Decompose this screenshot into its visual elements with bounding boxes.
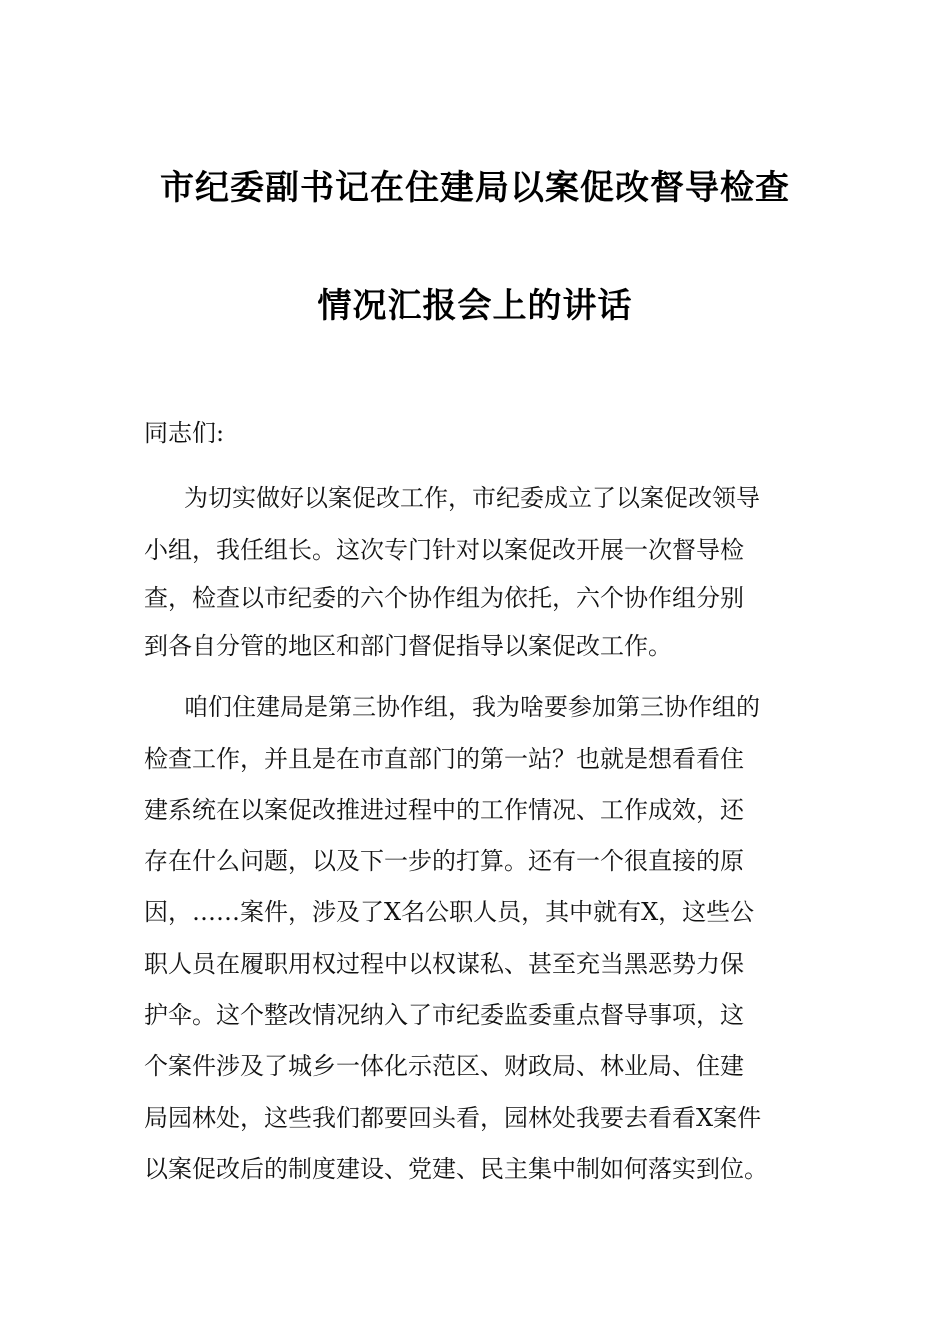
paragraph-line: 个案件涉及了城乡一体化示范区、财政局、林业局、住建 bbox=[144, 1052, 744, 1080]
paragraph-line: 检查工作，并且是在市直部门的第一站？也就是想看看住 bbox=[144, 745, 744, 773]
paragraph-line: 到各自分管的地区和部门督促指导以案促改工作。 bbox=[144, 632, 672, 660]
paragraph-line: 存在什么问题，以及下一步的打算。还有一个很直接的原 bbox=[144, 847, 744, 875]
paragraph-line: 为切实做好以案促改工作，市纪委成立了以案促改领导 bbox=[184, 484, 760, 512]
paragraph-line: 局园林处，这些我们都要回头看，园林处我要去看看X案件 bbox=[144, 1104, 762, 1132]
paragraph-line: 因，……案件，涉及了X名公职人员，其中就有X，这些公 bbox=[144, 898, 755, 926]
paragraph-line: 以案促改后的制度建设、党建、民主集中制如何落实到位。 bbox=[144, 1155, 768, 1183]
paragraph-line: 小组，我任组长。这次专门针对以案促改开展一次督导检 bbox=[144, 536, 744, 564]
paragraph-line: 咱们住建局是第三协作组，我为啥要参加第三协作组的 bbox=[184, 693, 760, 721]
paragraph-line: 职人员在履职用权过程中以权谋私、甚至充当黑恶势力保 bbox=[144, 950, 744, 978]
salutation: 同志们: bbox=[144, 419, 225, 447]
document-title-line-2: 情况汇报会上的讲话 bbox=[317, 286, 633, 326]
document-title-line-1: 市纪委副书记在住建局以案促改督导检查 bbox=[160, 168, 790, 208]
paragraph-line: 护伞。这个整改情况纳入了市纪委监委重点督导事项，这 bbox=[144, 1001, 744, 1029]
paragraph-line: 建系统在以案促改推进过程中的工作情况、工作成效，还 bbox=[144, 796, 744, 824]
paragraph-line: 查，检查以市纪委的六个协作组为依托，六个协作组分别 bbox=[144, 584, 744, 612]
